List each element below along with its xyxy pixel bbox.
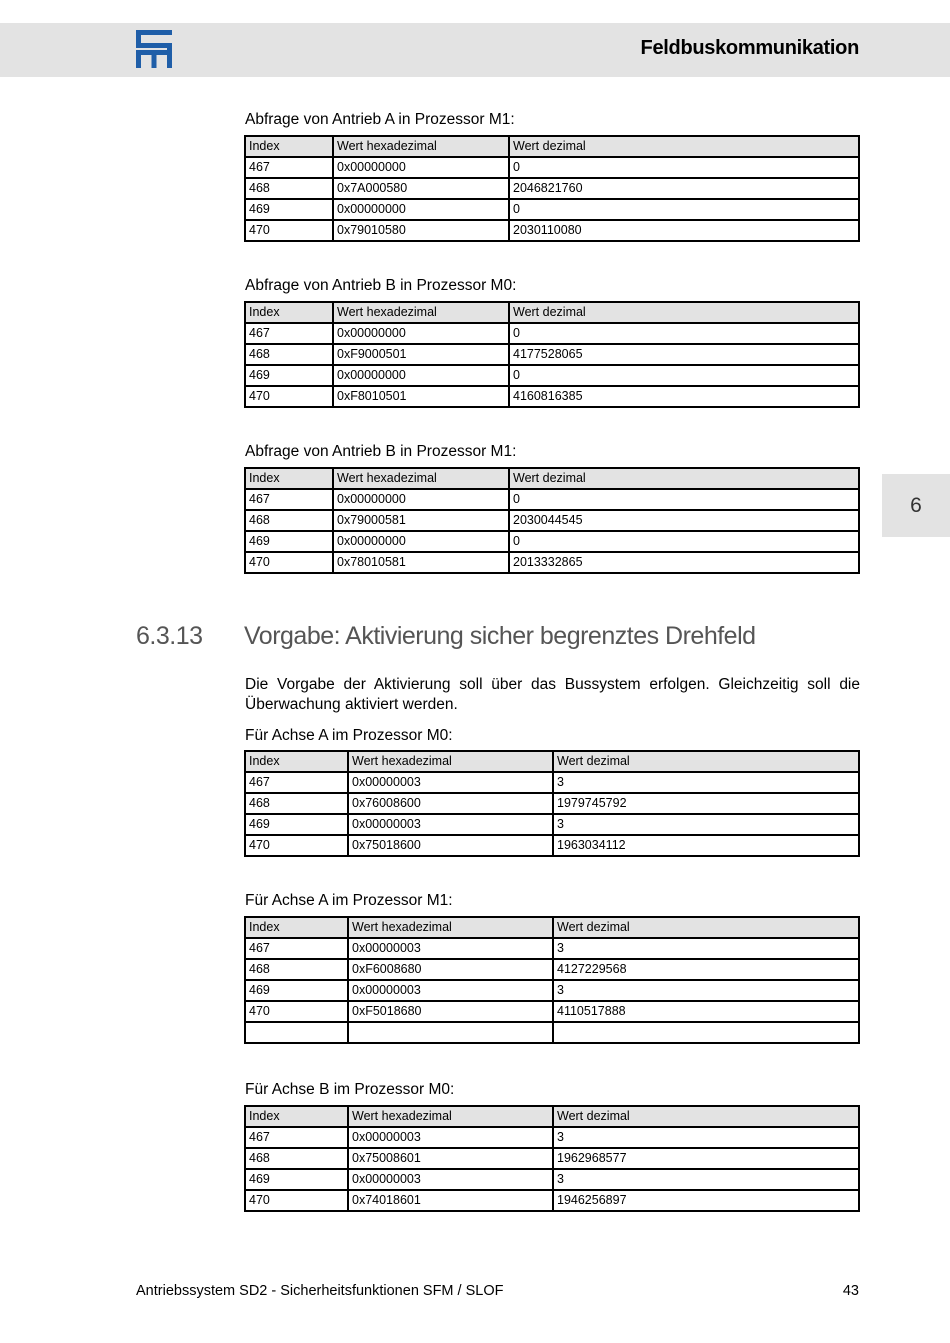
- hex-cell: 0x00000000: [333, 199, 509, 220]
- dec-cell: [553, 1022, 859, 1043]
- table-row: [245, 1127, 859, 1148]
- dec-cell: 3: [553, 938, 859, 959]
- table-row: [245, 531, 859, 552]
- column-header: Wert dezimal: [553, 751, 859, 772]
- footer-document-title: Antriebssystem SD2 - Sicherheitsfunktionen SFM / SLOF: [136, 1283, 504, 1299]
- table-row: [245, 1001, 859, 1022]
- section-paragraph: Die Vorgabe der Aktivierung soll über das Bussystem erfolgen. Gleichzeitig soll die Überwachung aktiviert werden.: [245, 676, 860, 713]
- dec-cell: 0: [509, 489, 859, 510]
- table-header-row: [245, 468, 859, 489]
- dec-cell: 0: [509, 531, 859, 552]
- index-cell: [245, 1022, 348, 1043]
- column-header: Index: [245, 136, 333, 157]
- index-cell: 470: [245, 386, 333, 407]
- index-cell: 467: [245, 489, 333, 510]
- hex-cell: 0x00000003: [348, 980, 553, 1001]
- index-cell: 468: [245, 959, 348, 980]
- hex-cell: 0x79000581: [333, 510, 509, 531]
- dec-cell: 1979745792: [553, 793, 859, 814]
- column-header: Index: [245, 302, 333, 323]
- hex-cell: 0x75018600: [348, 835, 553, 856]
- table-row: [245, 220, 859, 241]
- column-header: Wert hexadezimal: [333, 468, 509, 489]
- hex-cell: 0x00000000: [333, 531, 509, 552]
- column-header: Wert hexadezimal: [333, 136, 509, 157]
- hex-cell: [348, 1022, 553, 1043]
- data-table: [244, 1105, 860, 1212]
- data-table: [244, 750, 860, 857]
- column-header: Wert hexadezimal: [333, 302, 509, 323]
- dec-cell: 0: [509, 365, 859, 386]
- table-row: [245, 365, 859, 386]
- chapter-tab: 6: [882, 474, 950, 537]
- table-row: [245, 344, 859, 365]
- dec-cell: 4110517888: [553, 1001, 859, 1022]
- dec-cell: 4177528065: [509, 344, 859, 365]
- column-header: Wert hexadezimal: [348, 1106, 553, 1127]
- table-caption: Für Achse B im Prozessor M0:: [245, 1081, 455, 1098]
- table-header-row: [245, 917, 859, 938]
- index-cell: 470: [245, 1190, 348, 1211]
- table-caption: Für Achse A im Prozessor M0:: [245, 727, 453, 744]
- hex-cell: 0xF8010501: [333, 386, 509, 407]
- column-header: Index: [245, 751, 348, 772]
- dec-cell: 1962968577: [553, 1148, 859, 1169]
- hex-cell: 0x00000000: [333, 157, 509, 178]
- hex-cell: 0x74018601: [348, 1190, 553, 1211]
- table-caption: Abfrage von Antrieb A in Prozessor M1:: [245, 111, 515, 128]
- data-table: [244, 467, 860, 574]
- index-cell: 469: [245, 199, 333, 220]
- table-row: [245, 938, 859, 959]
- footer-page-number: 43: [842, 1283, 859, 1299]
- hex-cell: 0x75008601: [348, 1148, 553, 1169]
- dec-cell: 1946256897: [553, 1190, 859, 1211]
- hex-cell: 0x00000003: [348, 1127, 553, 1148]
- table-row: [245, 386, 859, 407]
- column-header: Wert dezimal: [509, 136, 859, 157]
- index-cell: 469: [245, 814, 348, 835]
- column-header: Wert dezimal: [509, 468, 859, 489]
- dec-cell: 3: [553, 1169, 859, 1190]
- table-row: [245, 793, 859, 814]
- table-row: [245, 178, 859, 199]
- index-cell: 470: [245, 552, 333, 573]
- table-row: [245, 157, 859, 178]
- dec-cell: 4160816385: [509, 386, 859, 407]
- hex-cell: 0x7A000580: [333, 178, 509, 199]
- hex-cell: 0xF6008680: [348, 959, 553, 980]
- index-cell: 468: [245, 510, 333, 531]
- column-header: Wert hexadezimal: [348, 917, 553, 938]
- dec-cell: 1963034112: [553, 835, 859, 856]
- table-caption: Abfrage von Antrieb B in Prozessor M0:: [245, 277, 517, 294]
- index-cell: 467: [245, 323, 333, 344]
- dec-cell: 2046821760: [509, 178, 859, 199]
- dec-cell: 2030110080: [509, 220, 859, 241]
- index-cell: 467: [245, 1127, 348, 1148]
- hex-cell: 0x00000000: [333, 365, 509, 386]
- dec-cell: 3: [553, 814, 859, 835]
- column-header: Wert dezimal: [553, 1106, 859, 1127]
- dec-cell: 2013332865: [509, 552, 859, 573]
- column-header: Index: [245, 468, 333, 489]
- hex-cell: 0x00000003: [348, 814, 553, 835]
- dec-cell: 0: [509, 199, 859, 220]
- table-row: [245, 959, 859, 980]
- index-cell: 470: [245, 835, 348, 856]
- column-header: Index: [245, 1106, 348, 1127]
- table-caption: Abfrage von Antrieb B in Prozessor M1:: [245, 443, 517, 460]
- index-cell: 467: [245, 938, 348, 959]
- index-cell: 468: [245, 1148, 348, 1169]
- dec-cell: 3: [553, 772, 859, 793]
- dec-cell: 2030044545: [509, 510, 859, 531]
- table-row: [245, 1190, 859, 1211]
- table-header-row: [245, 1106, 859, 1127]
- header-title: Feldbuskommunikation: [640, 37, 859, 59]
- table-row: [245, 323, 859, 344]
- dec-cell: 3: [553, 1127, 859, 1148]
- hex-cell: 0x00000000: [333, 489, 509, 510]
- company-logo: [136, 30, 172, 68]
- index-cell: 468: [245, 178, 333, 199]
- table-row: [245, 199, 859, 220]
- dec-cell: 0: [509, 323, 859, 344]
- table-caption: Für Achse A im Prozessor M1:: [245, 892, 453, 909]
- index-cell: 467: [245, 157, 333, 178]
- dec-cell: 4127229568: [553, 959, 859, 980]
- hex-cell: 0x79010580: [333, 220, 509, 241]
- column-header: Index: [245, 917, 348, 938]
- index-cell: 469: [245, 980, 348, 1001]
- section-number: 6.3.13: [136, 622, 203, 650]
- table-header-row: [245, 751, 859, 772]
- data-table: [244, 301, 860, 408]
- table-row: [245, 552, 859, 573]
- hex-cell: 0x00000003: [348, 772, 553, 793]
- dec-cell: 0: [509, 157, 859, 178]
- index-cell: 470: [245, 1001, 348, 1022]
- data-table: [244, 135, 860, 242]
- data-table: [244, 916, 860, 1044]
- index-cell: 467: [245, 772, 348, 793]
- index-cell: 469: [245, 1169, 348, 1190]
- table-row: [245, 980, 859, 1001]
- section-title: Vorgabe: Aktivierung sicher begrenztes Drehfeld: [244, 622, 756, 650]
- table-row: [245, 1169, 859, 1190]
- table-row: [245, 772, 859, 793]
- hex-cell: 0x00000000: [333, 323, 509, 344]
- table-row: [245, 835, 859, 856]
- index-cell: 468: [245, 793, 348, 814]
- table-row: [245, 1148, 859, 1169]
- index-cell: 470: [245, 220, 333, 241]
- hex-cell: 0x78010581: [333, 552, 509, 573]
- column-header: Wert hexadezimal: [348, 751, 553, 772]
- table-row: [245, 489, 859, 510]
- index-cell: 469: [245, 531, 333, 552]
- index-cell: 469: [245, 365, 333, 386]
- table-header-row: [245, 302, 859, 323]
- hex-cell: 0x76008600: [348, 793, 553, 814]
- column-header: Wert dezimal: [553, 917, 859, 938]
- hex-cell: 0x00000003: [348, 938, 553, 959]
- hex-cell: 0xF9000501: [333, 344, 509, 365]
- table-row: [245, 510, 859, 531]
- table-row-empty: [245, 1022, 859, 1043]
- dec-cell: 3: [553, 980, 859, 1001]
- hex-cell: 0xF5018680: [348, 1001, 553, 1022]
- column-header: Wert dezimal: [509, 302, 859, 323]
- table-row: [245, 814, 859, 835]
- index-cell: 468: [245, 344, 333, 365]
- hex-cell: 0x00000003: [348, 1169, 553, 1190]
- table-header-row: [245, 136, 859, 157]
